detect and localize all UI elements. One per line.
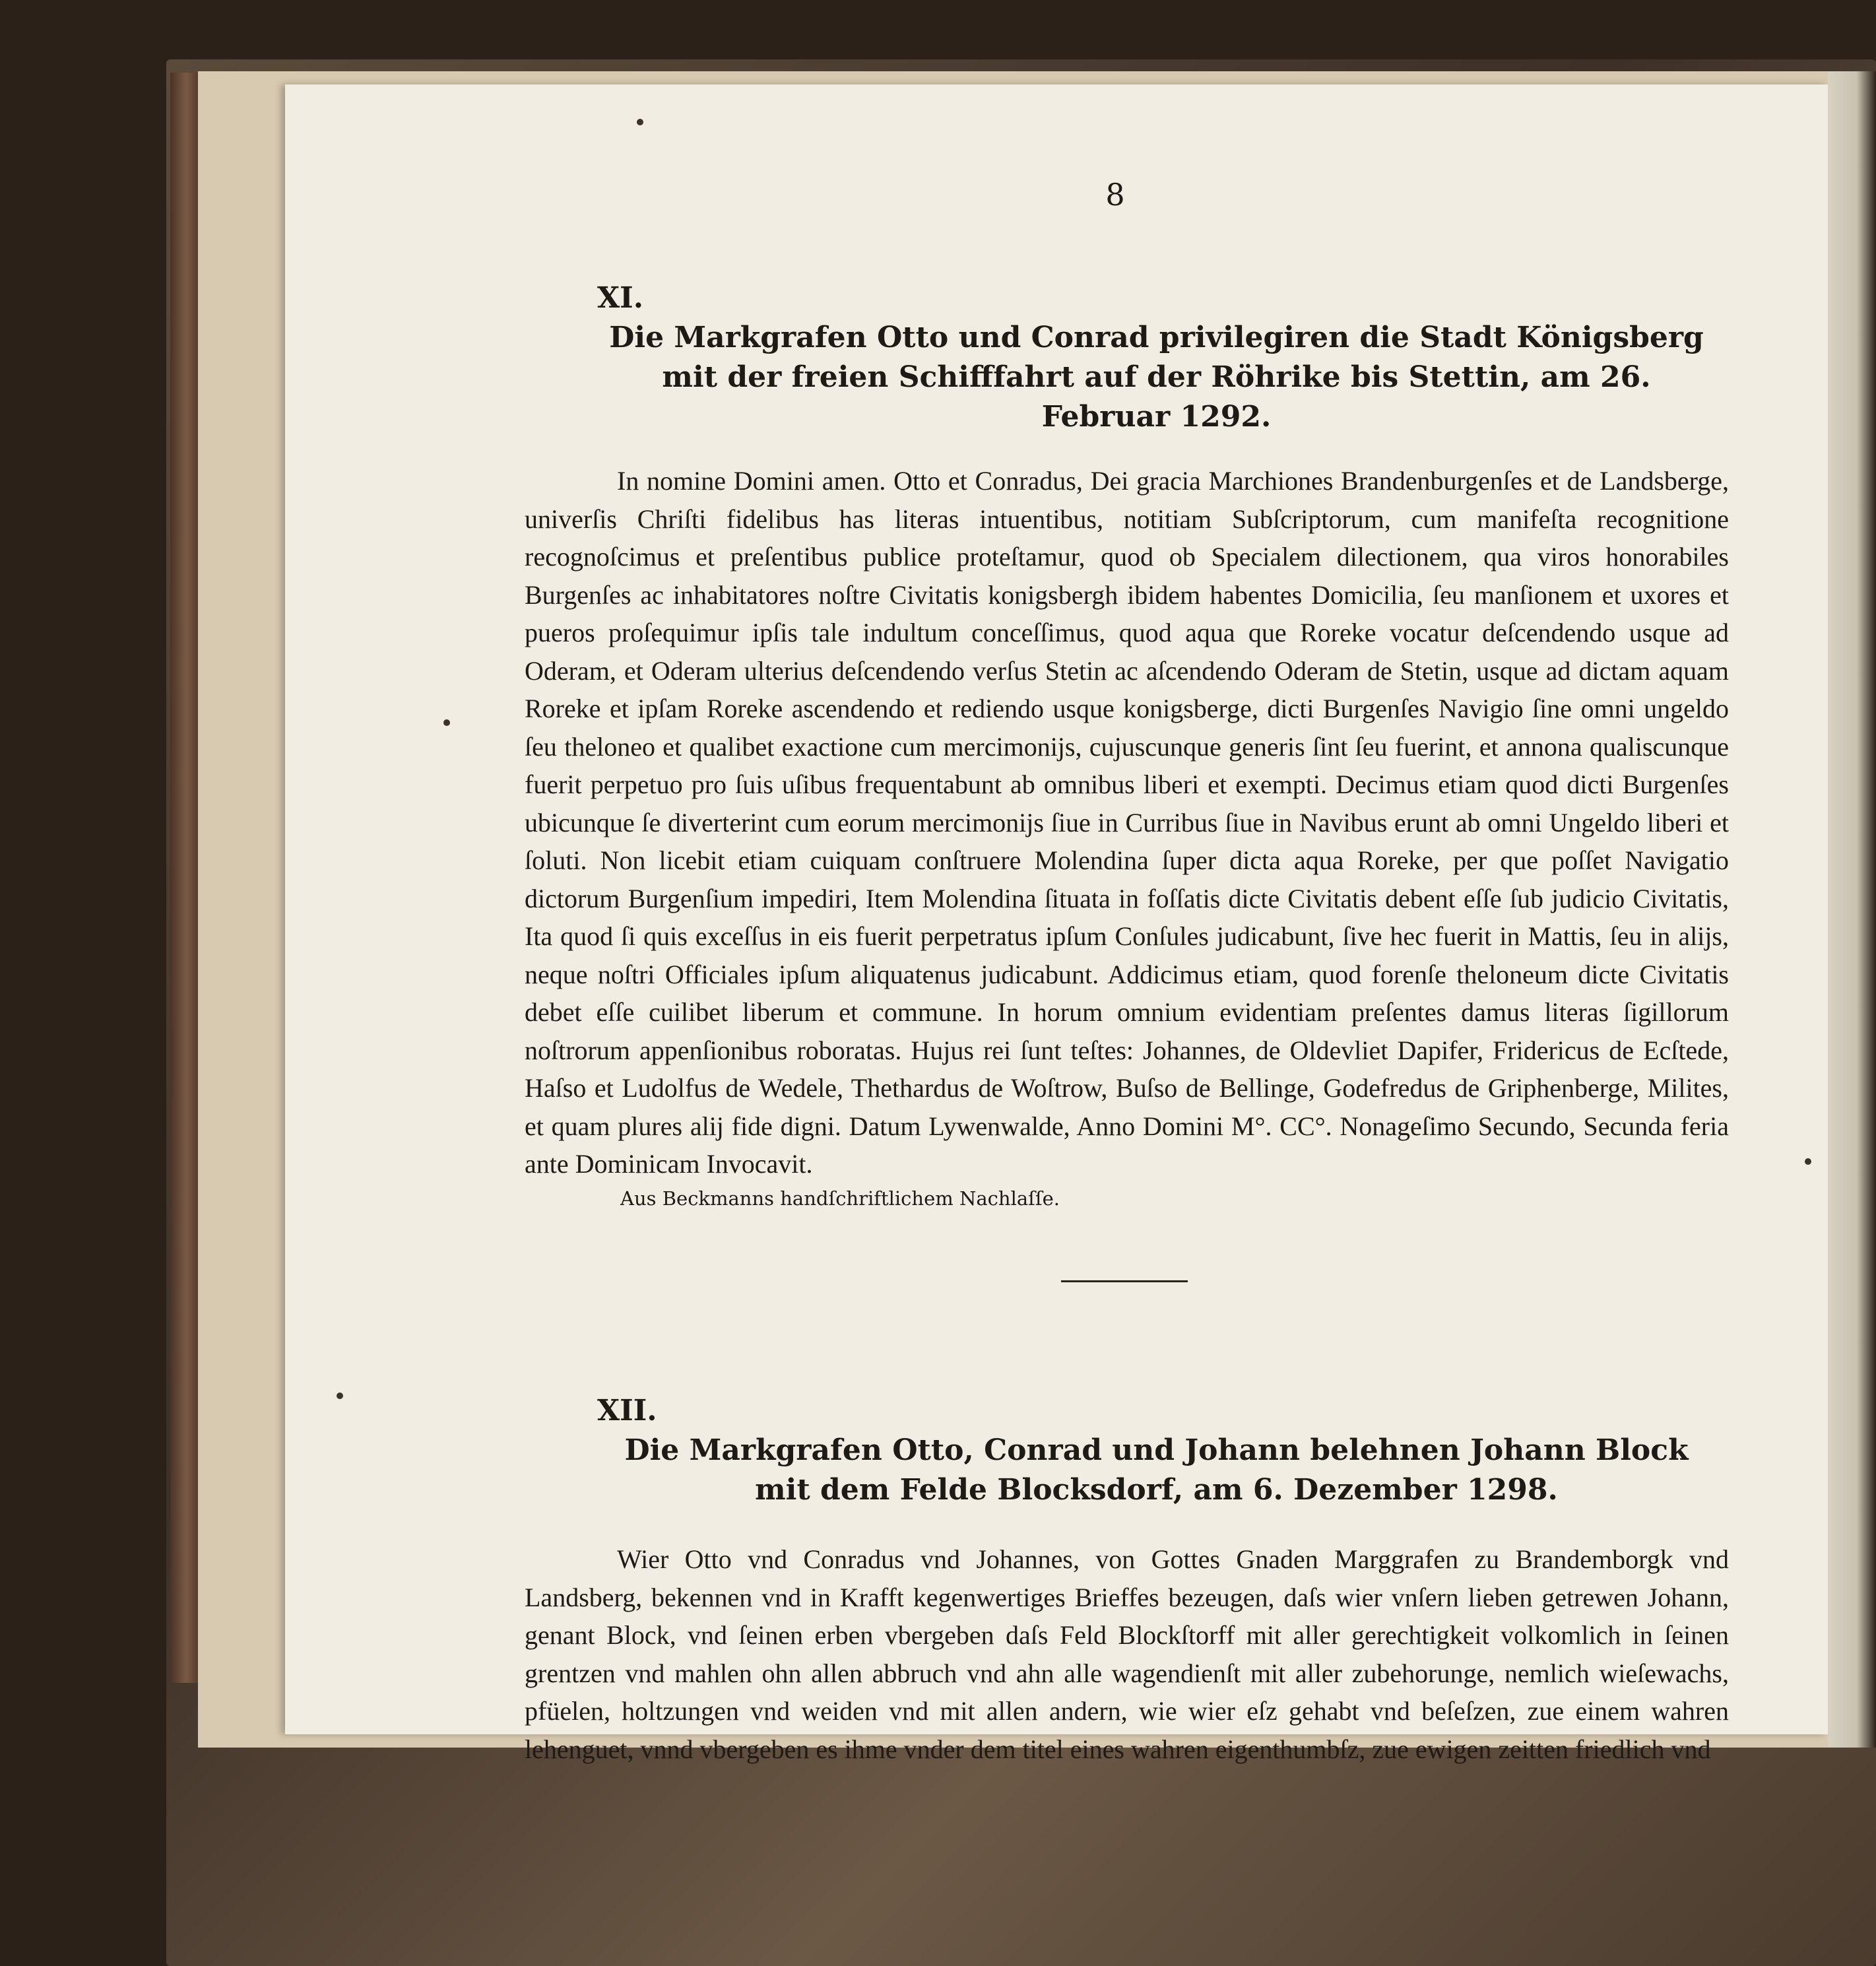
section-title: Die Markgrafen Otto und Conrad privilegiren die Stadt Königsberg mit der freien Schifffahrt auf der Röhrike bis Stettin, am 26. Februar 1292. (609, 321, 1704, 434)
ink-speck (337, 1393, 343, 1399)
section-title: Die Markgrafen Otto, Conrad und Johann belehnen Johann Block mit dem Felde Blocksdorf, am 6. Dezember 1298. (624, 1433, 1689, 1507)
section-numeral: XI. (597, 281, 644, 315)
section-numeral: XII. (597, 1394, 657, 1427)
section-xii (525, 1391, 1729, 1768)
section-xi (525, 279, 1729, 1210)
section-divider (1061, 1280, 1188, 1282)
page-edge (1828, 71, 1876, 1748)
ink-speck (443, 719, 450, 726)
charter-text: In nomine Domini amen. Otto et Conradus, Dei gracia Marchiones Brandenburgenſes et de Landsberge, univerſis Chriſti fidelibus has literas intuentibus, notitiam Subſcriptorum, cum manifeſta recognitione recognoſcimus et preſentibus publice proteſtamur, quod ob Specialem dilectionem, qua viros honorabiles Burgenſes ac inhabitatores noſtre Civitatis konigsbergh ibidem habentes Domicilia, ſeu manſionem et uxores et pueros proſequimur ipſis tale indultum conceſſimus, quod aqua que Roreke vocatur deſcendendo usque ad Oderam, et Oderam ulterius deſcendendo verſus Stetin ac aſcendendo Oderam de Stetin, usque ad dictam aquam Roreke et ipſam Roreke ascendendo et rediendo usque konigsberge, dicti Burgenſes Navigio ſine omni ungeldo ſeu theloneo et qualibet exactione cum mercimonijs, cujuscunque generis ſint ſeu fuerint, et annona qualiscunque fuerit perpetuo pro ſuis uſibus frequentabunt ab omnibus liberi et exempti. Decimus etiam quod dicti Burgenſes ubicunque ſe diverterint cum eorum mercimonijs ſiue in Curribus ſiue in Navibus erunt ab omni Ungeldo liberi et ſoluti. Non licebit etiam cuiquam conſtruere Molendina ſuper dicta aqua Roreke, per que poſſet Navigatio dictorum Burgenſium impediri, Item Molendina ſituata in foſſatis dicte Civitatis debent eſſe ſub judicio Civitatis, Ita quod ſi quis exceſſus in eis fuerit perpetratus ipſum Conſules judicabunt, ſive hec fuerit in Mattis, ſeu in alijs, neque noſtri Officiales ipſum aliquatenus judicabunt. Addicimus etiam, quod forenſe theloneum dicte Civitatis debet eſſe cuilibet liberum et commune. In horum omnium evidentiam preſentes damus literas ſigillorum noſtrorum appenſionibus roboratas. Hujus rei ſunt teſtes: Johannes, de Oldevliet Dapifer, Fridericus de Ecſtede, Haſso et Ludolfus de Wedele, Thethardus de Woſtrow, Buſso de Bellinge, Godefredus de Griphenberge, Milites, et quam plures alij fide digni. Datum Lywenwalde, Anno Domini M°. CC°. Nonageſimo Secundo, Secunda feria ante Dominicam Invocavit. (525, 466, 1729, 1179)
ink-speck (1805, 1158, 1811, 1165)
page-number: 8 (1105, 177, 1125, 213)
charter-text: Wier Otto vnd Conradus vnd Johannes, von Gottes Gnaden Marggrafen zu Brandemborgk vnd Landsberg, bekennen vnd in Krafft kegenwertiges Brieffes bezeugen, daſs wier vnſern lieben getrewen Johann, genant Block, vnd ſeinen erben vbergeben daſs Feld Blockſtorff mit aller gerechtigkeit volkomlich in ſeinen grentzen vnd mahlen ohn allen abbruch vnd ahn alle wagendienſt mit aller zubehorunge, nemlich wieſewachs, pfüelen, holtzungen vnd weiden vnd mit allen andern, wie wier eſz gehabt vnd beſeſzen, zue einem wahren lehenguet, vnnd vbergeben es ihme vnder dem titel eines wahren eigenthumbſz, zue ewigen zeitten friedlich vnd (525, 1544, 1729, 1764)
ink-speck (637, 119, 643, 125)
book-spine-edge (170, 73, 202, 1683)
source-note: Aus Beckmanns handſchriftlichem Nachlaſſe. (620, 1187, 1060, 1210)
